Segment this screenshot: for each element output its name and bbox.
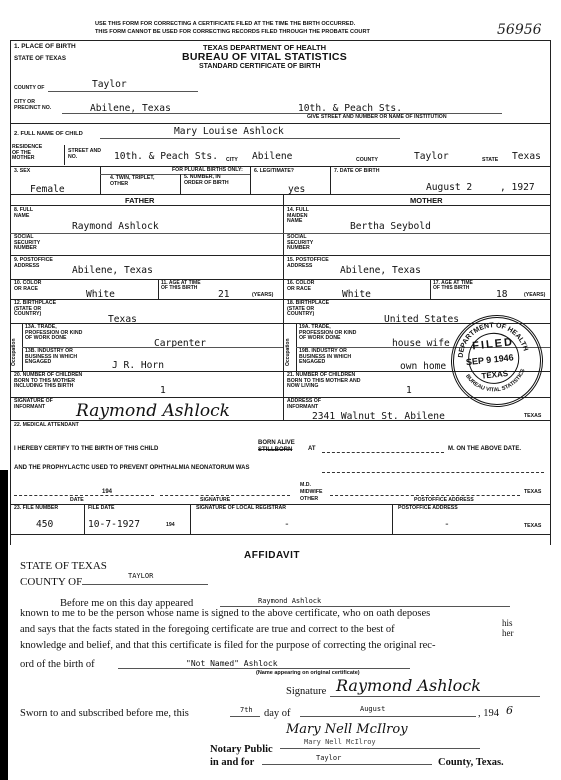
stillborn: STILLBORN <box>258 447 293 453</box>
father-trade-value: Carpenter <box>154 338 206 349</box>
attendant-year: 194 <box>102 489 113 495</box>
certify-text: I HEREBY CERTIFY TO THE BIRTH OF THIS CHILD <box>14 446 159 452</box>
affidavit-day-of: day of <box>264 708 291 719</box>
on-date-label: M. ON THE ABOVE DATE. <box>448 446 522 452</box>
affidavit-name-note: (Name appearing on original certificate) <box>256 670 360 676</box>
affidavit-state: STATE OF TEXAS <box>20 560 107 572</box>
affidavit-title: AFFIDAVIT <box>244 550 300 561</box>
father-children-label: 20. NUMBER OF CHILDREN BORN TO THIS MOTHER INCLUDING THIS BIRTH <box>14 372 83 390</box>
affidavit-her: her <box>502 628 514 638</box>
affidavit-record-name: "Not Named" Ashlock <box>186 659 278 668</box>
affidavit-line-3: and says that the facts stated in the foregoing certificate are true and correct to the best of <box>20 624 395 635</box>
father-address-label: 9. POSTOFFICE ADDRESS <box>14 257 53 269</box>
attendant-date-label: DATE <box>70 497 84 503</box>
notice-line-2: THIS FORM CANNOT BE USED FOR CORRECTING RECORDS FILED THROUGH THE PROBATE COURT <box>95 29 370 35</box>
affidavit-county-value: TAYLOR <box>128 572 154 580</box>
city-value: Abilene, Texas <box>90 103 171 114</box>
child-name-label: 2. FULL NAME OF CHILD <box>14 131 83 137</box>
notice-line-1: USE THIS FORM FOR CORRECTING A CERTIFICATE FILED AT THE TIME THE BIRTH OCCURRED. <box>95 21 356 27</box>
mother-address-value: Abilene, Texas <box>340 265 421 276</box>
father-heading: FATHER <box>125 196 155 205</box>
father-color-label: 10. COLOR OR RACE <box>14 280 42 292</box>
informant-texas: TEXAS <box>524 413 542 419</box>
affidavit-year-prefix: , 194 <box>478 708 499 719</box>
county-label: COUNTY OF <box>14 85 45 91</box>
residence-city-label: CITY <box>226 157 238 163</box>
informant-signature: Raymond Ashlock <box>76 401 230 421</box>
stamp-ring-bottom: BUREAU VITAL STATISTICS <box>464 368 527 394</box>
year-of-birth-value: , 1927 <box>500 182 535 193</box>
county-value: Taylor <box>92 79 127 90</box>
affidavit-year-digit: 6 <box>506 704 513 717</box>
stamp-filed: FILED <box>471 336 515 353</box>
residence-county-value: Taylor <box>414 151 449 162</box>
informant-sig-label: SIGNATURE OF INFORMANT <box>14 398 53 410</box>
residence-street-label: STREET AND NO. <box>68 148 101 160</box>
twin-label: 4. TWIN, TRIPLET, OTHER <box>110 175 155 187</box>
father-age-label: 11. AGE AT TIME OF THIS BIRTH <box>161 280 201 292</box>
city-label: CITY OR PRECINCT NO. <box>14 99 52 111</box>
residence-label: RESIDENCE OF THE MOTHER <box>12 144 43 162</box>
notary-public-label: Notary Public <box>210 744 273 755</box>
mother-trade-value: house wife <box>392 338 450 349</box>
street-value: 10th. & Peach Sts. <box>298 103 402 114</box>
residence-state-value: Texas <box>512 151 541 162</box>
mother-heading: MOTHER <box>410 196 443 205</box>
affidavit-sworn: Sworn to and subscribed before me, this <box>20 708 189 719</box>
at-label: AT <box>308 446 316 452</box>
residence-county-label: COUNTY <box>356 157 378 163</box>
born-alive: BORN ALIVE <box>258 440 295 446</box>
sex-value: Female <box>30 184 65 195</box>
affidavit-signature: Raymond Ashlock <box>336 676 481 695</box>
affidavit-month: August <box>360 705 386 713</box>
stamp-ring-top: DEPARTMENT OF HEALTH <box>457 322 529 359</box>
mother-color-value: White <box>342 289 371 300</box>
affidavit-appeared-name: Raymond Ashlock <box>258 597 322 605</box>
father-color-value: White <box>86 289 115 300</box>
mother-age-value: 18 <box>496 289 508 300</box>
date-of-birth-value: August 2 <box>426 182 473 193</box>
state-of-texas-label: STATE OF TEXAS <box>14 55 67 62</box>
scan-edge <box>0 470 8 780</box>
father-address-value: Abilene, Texas <box>72 265 153 276</box>
file-number-value: 450 <box>36 519 54 530</box>
affidavit-signature-label: Signature <box>286 686 327 697</box>
residence-street-value: 10th. & Peach Sts. <box>114 151 218 162</box>
father-years-label: (YEARS) <box>252 292 274 298</box>
mother-industry-value: own home <box>400 361 447 372</box>
registrar-label: SIGNATURE OF LOCAL REGISTRAR <box>196 505 287 511</box>
filing-po-label: POSTOFFICE ADDRESS <box>398 505 458 511</box>
mother-children-label: 21. NUMBER OF CHILDREN BORN TO THIS MOTHER AND NOW LIVING <box>287 372 361 390</box>
attendant-sig-label: SIGNATURE <box>200 497 231 503</box>
residence-state-label: STATE <box>482 157 499 163</box>
father-birthplace-label: 12. BIRTHPLACE (STATE OR COUNTRY) <box>14 300 57 318</box>
affidavit-his: his <box>502 618 513 628</box>
mother-years-label: (YEARS) <box>524 292 546 298</box>
sex-label: 3. SEX <box>14 168 31 174</box>
handwritten-file-number: 56956 <box>497 22 542 38</box>
father-birthplace-value: Texas <box>108 314 137 325</box>
street-label: GIVE STREET AND NUMBER OR NAME OF INSTITUTION <box>307 114 447 120</box>
father-ssn-label: SOCIAL SECURITY NUMBER <box>14 234 41 252</box>
mother-trade-label: 19A. TRADE, PROFESSION OR KIND OF WORK DONE <box>299 324 357 342</box>
birth-order-label: 5. NUMBER, IN ORDER OF BIRTH <box>184 174 229 186</box>
prophylactic-text: AND THE PROPHYLACTIC USED TO PREVENT OPHTHALMIA NEONATORUM WAS <box>14 465 250 471</box>
file-date-value: 10-7-1927 <box>88 519 140 530</box>
file-year-suffix: 194 <box>166 522 175 528</box>
dept-title: TEXAS DEPARTMENT OF HEALTH <box>203 43 327 52</box>
mother-name-value: Bertha Seybold <box>350 221 431 232</box>
mother-birthplace-value: United States <box>384 314 460 325</box>
attendant-label: 22. MEDICAL ATTENDANT <box>14 422 79 428</box>
legitimate-value: yes <box>288 184 306 195</box>
mother-occupation-side: Occupation <box>285 338 291 366</box>
attendant-po-label: POSTOFFICE ADDRESS <box>414 497 474 503</box>
mother-birthplace-label: 18. BIRTHPLACE (STATE OR COUNTRY) <box>287 300 330 318</box>
attendant-midwife: MIDWIFE <box>300 489 323 495</box>
attendant-md: M.D. <box>300 482 311 488</box>
mother-ssn-label: SOCIAL SECURITY NUMBER <box>287 234 314 252</box>
standard-title: STANDARD CERTIFICATE OF BIRTH <box>199 63 321 70</box>
mother-address-label: 15. POSTOFFICE ADDRESS <box>287 257 329 269</box>
affidavit-line-5: ord of the birth of <box>20 659 95 670</box>
affidavit-line-2: known to me to be the person whose name is signed to the above certificate, who on oath deposes <box>20 608 431 619</box>
affidavit-line-4: knowledge and belief, and that this certificate is filed for the purpose of correcting the original rec- <box>20 640 436 651</box>
informant-address-value: 2341 Walnut St. Abilene <box>312 411 445 422</box>
place-of-birth-label: 1. PLACE OF BIRTH <box>14 43 76 50</box>
notary-county: Taylor <box>316 754 342 762</box>
mother-children-value: 1 <box>406 385 412 396</box>
notary-typed-name: Mary Nell McIlroy <box>304 738 376 746</box>
mother-age-label: 17. AGE AT TIME OF THIS BIRTH <box>433 280 473 292</box>
notary-signature: Mary Nell McIlroy <box>286 722 408 737</box>
notary-in-and-for: in and for <box>210 757 255 768</box>
father-name-label: 8. FULL NAME <box>14 207 33 219</box>
affidavit-day: 7th <box>240 706 253 714</box>
father-trade-label: 13A. TRADE, PROFESSION OR KIND OF WORK DONE <box>25 324 83 342</box>
stamp-texas: TEXAS <box>481 368 509 381</box>
registrar-value: - <box>284 519 290 530</box>
father-industry-label: 13B. INDUSTRY OR BUSINESS IN WHICH ENGAGED <box>25 348 78 366</box>
informant-address-label: ADDRESS OF INFORMANT <box>287 398 322 410</box>
father-occupation-side: Occupation <box>11 338 17 366</box>
filed-stamp <box>446 310 547 411</box>
residence-city-value: Abilene <box>252 151 293 162</box>
stamp-date: SEP 9 1946 <box>465 352 515 368</box>
filing-texas: TEXAS <box>524 523 542 529</box>
attendant-texas: TEXAS <box>524 489 542 495</box>
mother-name-label: 14. FULL MAIDEN NAME <box>287 207 309 225</box>
father-children-value: 1 <box>160 385 166 396</box>
father-name-value: Raymond Ashlock <box>72 221 159 232</box>
attendant-other: OTHER <box>300 496 319 502</box>
date-of-birth-label: 7. DATE OF BIRTH <box>334 168 380 174</box>
mother-industry-label: 19B. INDUSTRY OR BUSINESS IN WHICH ENGAGED <box>299 348 352 366</box>
affidavit-county-label: COUNTY OF <box>20 576 83 588</box>
notary-county-texas: County, Texas. <box>438 757 504 768</box>
child-name-value: Mary Louise Ashlock <box>174 126 284 137</box>
mother-color-label: 16. COLOR OR RACE <box>287 280 315 292</box>
legitimate-label: 6. LEGITIMATE? <box>254 168 294 174</box>
affidavit-line-1: Before me on this day appeared <box>60 598 194 609</box>
father-age-value: 21 <box>218 289 230 300</box>
filing-po-value: - <box>444 519 450 530</box>
file-number-label: 23. FILE NUMBER <box>14 505 59 511</box>
file-date-label: FILE DATE <box>88 505 115 511</box>
father-industry-value: J R. Horn <box>112 360 164 371</box>
plural-label: FOR PLURAL BIRTHS ONLY: <box>172 167 243 173</box>
bureau-title: BUREAU OF VITAL STATISTICS <box>182 51 348 63</box>
